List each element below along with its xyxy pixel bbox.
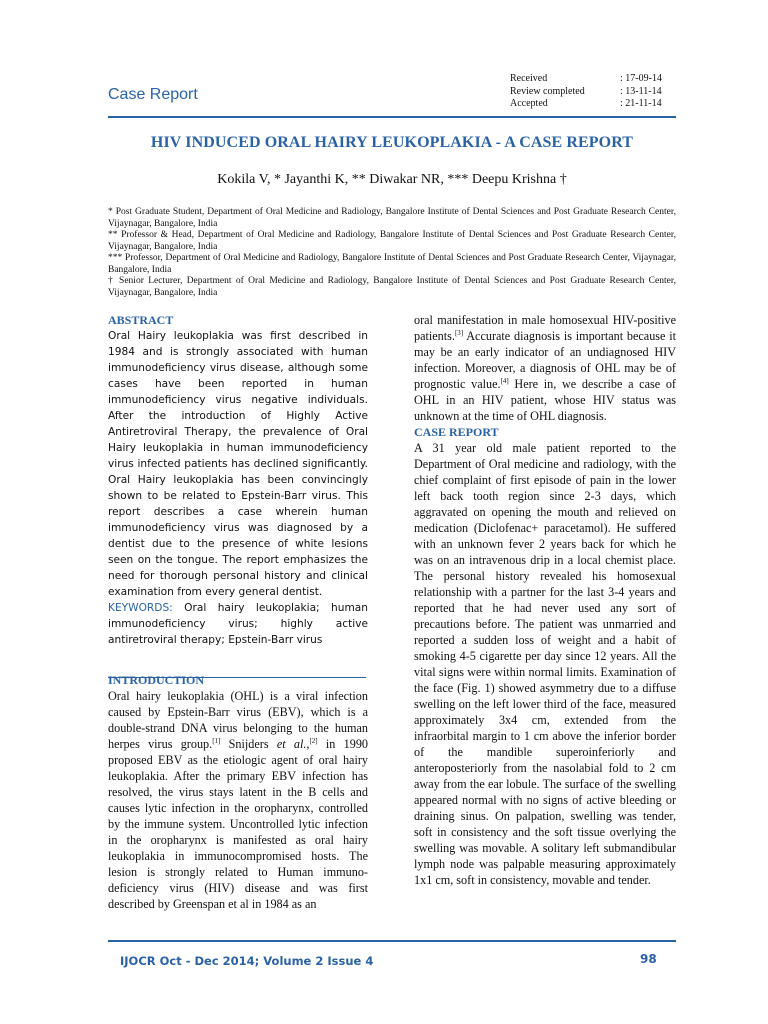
abstract-heading: ABSTRACT <box>108 313 174 327</box>
introduction-continued <box>414 312 676 424</box>
section-label: Case Report <box>108 86 198 103</box>
case-report-heading: CASE REPORT <box>414 425 499 439</box>
text-run: Snijders <box>220 737 277 751</box>
date-value: : 13-11-14 <box>620 85 662 97</box>
affiliation: * Post Graduate Student, Department of Oral Medicine and Radiology, Bangalore Institute of Dental Sciences and Post Graduate Research Center, Vijaynagar, Bangalore, India <box>108 207 676 229</box>
affiliation: ** Professor & Head, Department of Oral Medicine and Radiology, Bangalore Institute of Dental Sciences and Post Graduate Research Center, Vijaynagar, Bangalore, India <box>108 230 676 252</box>
author-list: Kokila V, * Jayanthi K, ** Diwakar NR, *** Deepu Krishna † <box>217 172 567 187</box>
text-run: Accurate diagnosis is important because it may be an early indicator of an undiagnosed HIV infection. Moreover, a diagnosis of OHL may be of prognostic value. <box>414 329 676 391</box>
date-label: Accepted <box>510 98 548 109</box>
date-row-received <box>510 73 662 86</box>
introduction-heading: INTRODUCTION <box>108 673 205 687</box>
affiliations <box>108 207 676 299</box>
keywords-text: Oral hairy leukoplakia; human immunodeficiency virus; highly active antiretroviral therapy; Epstein-Barr virus <box>108 602 368 646</box>
citation-ref: [3] <box>454 328 464 337</box>
text-run: oral manifestation in male homosexual HIV-positive patients. <box>414 313 676 343</box>
date-value: : 17-09-14 <box>620 73 662 84</box>
text-run: Here in, we describe a case of OHL in an HIV patient, whose HIV status was unknown at the time of OHL diagnosis. <box>414 377 676 423</box>
date-value: : 21-11-14 <box>620 98 662 109</box>
affiliation: † Senior Lecturer, Department of Oral Medicine and Radiology, Bangalore Institute of Dental Sciences and Post Graduate Research Center, Vijaynagar, Bangalore, India <box>108 276 676 298</box>
date-row-accepted <box>510 98 662 111</box>
text-run: , <box>306 737 310 751</box>
affiliation: *** Professor, Department of Oral Medicine and Radiology, Bangalore Institute of Dental Sciences and Post Graduate Research Center, Vijaynagar, Bangalore, India <box>108 253 676 275</box>
abstract-text: Oral Hairy leukoplakia was first described in 1984 and is strongly associated with human immunodeficiency virus disease, although some cases have been reported in human immunodeficiency virus negative individuals. After the introduction of Highly Active Antiretroviral Therapy, the prevalence of Oral Hairy leukoplakia in human immunodeficiency virus infected patients has declined significantly. Oral Hairy leukoplakia has been convincingly shown to be related to Epstein-Barr virus. This report describes a case wherein human immunodeficiency virus was diagnosed by a dentist due to the presence of white lesions seen on the tongue. The report emphasizes the need for thorough personal history and clinical examination from every general dentist. <box>108 330 368 598</box>
abstract-divider <box>108 677 366 678</box>
date-row-review <box>510 86 662 99</box>
keywords-label: KEYWORDS: <box>108 602 173 614</box>
text-run: et al. <box>276 737 307 751</box>
citation-ref: [1] <box>212 736 221 745</box>
keywords <box>108 600 368 648</box>
text-run: Oral hairy leukoplakia (OHL) is a viral infection caused by Epstein-Barr virus (EBV), which is a double-strand DNA virus belonging to the human herpes virus group. <box>108 689 368 751</box>
introduction-text <box>108 688 368 912</box>
text-run: in 1990 proposed EBV as the etiologic agent of oral hairy leukoplakia. After the primary EBV infection has resolved, the virus stays latent in the B cells and causes lytic infection in the oropharynx, controlled by the immune system. Uncontrolled lytic infection in the oropharynx is manifested as oral hairy leukoplakia in immunocompromised hosts. The lesion is strongly related to Human immuno-deficiency virus (HIV) disease and was first described by Greenspan et al in 1984 as an <box>108 737 369 911</box>
citation-ref: [4] <box>500 376 509 385</box>
dates-table <box>510 73 662 111</box>
header-divider <box>108 116 676 118</box>
case-report-text: A 31 year old male patient reported to the Department of Oral medicine and radiology, with the chief complaint of first episode of pain in the lower left back tooth region since 2-3 days, which aggravated on opening the mouth and relieved on medication (Diclofenac+ paracetamol). He suffered with an unknown fever 2 years back for which he was on an intravenous drip in a local chemist place. The personal history revealed his homosexual relationship with a partner for the last 3-4 years and reported that he had never used any sort of precautions before. The patient was unmarried and reported a sudden loss of weight and a habit of smoking 4-5 cigarette per day since 12 years. All the vital signs were within normal limits. Examination of the face (Fig. 1) showed asymmetry due to a diffuse swelling on the left lower third of the face, measured approximately 3x4 cm, extended from the infraorbital margin to 1 cm above the inferior border of the mandible superoinferiorly and anteroposteriorly from the nasolabial fold to 2 cm away from the ear lobule. The surface of the swelling appeared normal with no signs of active bleeding or draining sinus. On palpation, swelling was tender, soft in consistency and the soft tissue overlying the swelling was movable. A solitary left submandibular lymph node was palpable measuring approximately 1x1 cm, soft in consistency, movable and tender. <box>414 441 676 887</box>
journal-citation: IJOCR Oct - Dec 2014; Volume 2 Issue 4 <box>120 954 374 968</box>
date-label: Received <box>510 73 548 84</box>
citation-ref: [2] <box>309 736 318 745</box>
date-label: Review completed <box>510 85 585 97</box>
article-title: HIV INDUCED ORAL HAIRY LEUKOPLAKIA - A CASE REPORT <box>150 134 634 151</box>
right-column <box>414 312 676 888</box>
footer-divider <box>108 940 676 942</box>
left-column <box>108 312 368 912</box>
page-number: 98 <box>640 952 657 966</box>
